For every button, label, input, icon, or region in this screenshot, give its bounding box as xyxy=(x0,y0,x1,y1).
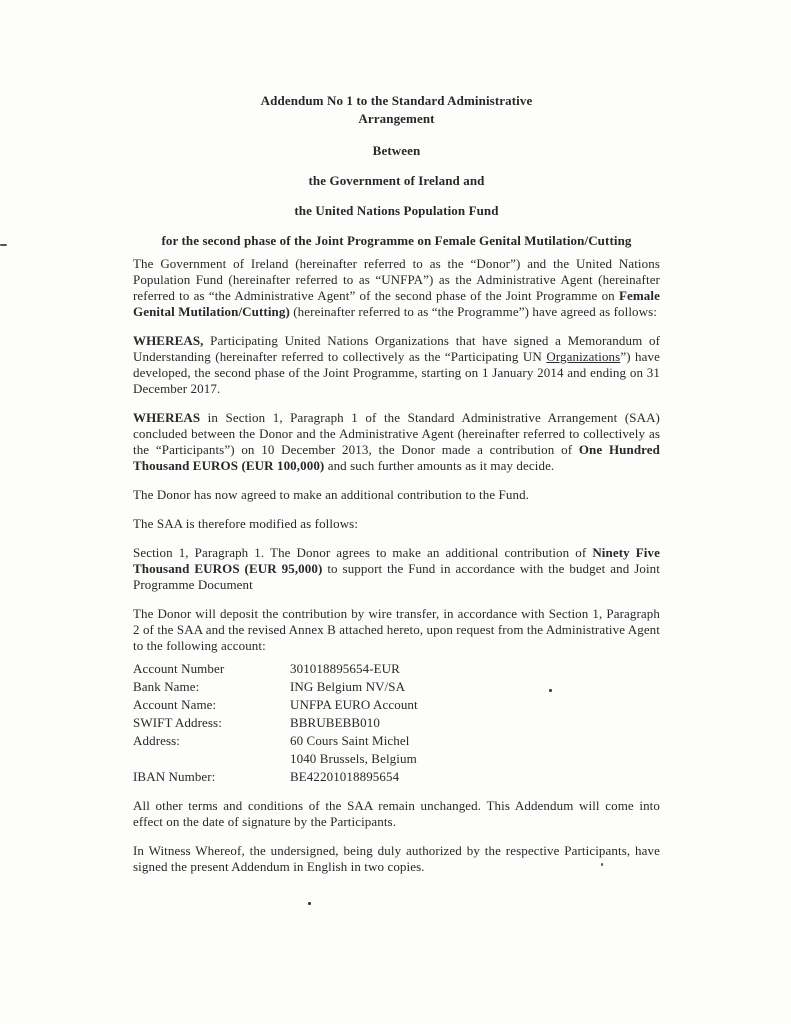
paragraph xyxy=(133,256,660,320)
paragraph-text: Section 1, Paragraph 1. The Donor agrees to make an additional contribution of xyxy=(133,545,593,560)
left-margin-dash xyxy=(0,244,7,246)
paragraph-text: Participating United Nations Organizations that have signed a Memorandum of Understanding (hereinafter referred to collectively as the “Participating UN xyxy=(133,333,660,364)
paragraph-bold-text: Female Genital Mutilation/Cutting) xyxy=(133,288,660,319)
account-detail-label: Bank Name: xyxy=(133,679,200,694)
paragraph-bold-text: One Hundred Thousand EUROS (EUR 100,000) xyxy=(133,442,660,473)
account-detail-label: Account Number xyxy=(133,661,225,676)
paragraph-text: (hereinafter referred to as “the Programme”) have agreed as follows: xyxy=(289,304,658,319)
account-detail-label: Address: xyxy=(133,733,181,748)
paragraph-text: All other terms and conditions of the SAA remain unchanged. This Addendum will come into effect on the date of signature by the Participants. xyxy=(133,798,660,829)
paragraph xyxy=(133,487,660,503)
document-subtitle: the United Nations Population Fund xyxy=(294,203,499,218)
account-detail-label: SWIFT Address: xyxy=(133,715,222,730)
speck-2 xyxy=(308,902,311,905)
document-body xyxy=(133,92,660,888)
paragraph-text: in Section 1, Paragraph 1 of the Standard Administrative Arrangement (SAA) concluded between the Donor and the Administrative Agent (hereinafter referred to collectively as the “Participants”) on 10 December 2013, the Donor made a contribution of xyxy=(133,410,660,457)
paragraph-text: The Donor has now agreed to make an additional contribution to the Fund. xyxy=(133,487,530,502)
paragraph xyxy=(133,516,660,532)
bank-account-details xyxy=(133,660,660,786)
paragraph-bold-text: Ninety Five Thousand EUROS (EUR 95,000) xyxy=(133,545,660,576)
account-detail-value: BBRUBEBB010 xyxy=(290,715,380,730)
paragraph-bold-text: WHEREAS, xyxy=(133,333,204,348)
paragraph-text: The Donor will deposit the contribution by wire transfer, in accordance with Section 1, Paragraph 2 of the SAA and the revised Annex B attached hereto, upon request from the Administrative Agent to the following account: xyxy=(133,606,660,653)
document-subtitle-purpose: for the second phase of the Joint Programme on Female Genital Mutilation/Cutting xyxy=(161,233,632,248)
account-detail-label: Account Name: xyxy=(133,697,217,712)
paragraph-text: The Government of Ireland (hereinafter referred to as the “Donor”) and the United Nations Population Fund (hereinafter referred to as “UNFPA”) as the Administrative Agent (hereinafter referred to as “the Administrative Agent” of the second phase of the Joint Programme on xyxy=(133,256,660,303)
account-detail-value: 60 Cours Saint Michel xyxy=(290,733,410,748)
account-detail-value: 301018895654-EUR xyxy=(290,661,400,676)
paragraph xyxy=(133,333,660,397)
paragraph-text: In Witness Whereof, the undersigned, being duly authorized by the respective Participants, have signed the present Addendum in English in two copies. xyxy=(133,843,660,874)
paragraph xyxy=(133,606,660,654)
account-detail-value: UNFPA EURO Account xyxy=(290,697,418,712)
speck-1 xyxy=(549,689,552,692)
account-detail-row xyxy=(133,750,660,768)
document-subtitle: Between xyxy=(372,143,421,158)
paragraph xyxy=(133,798,660,830)
paragraph-text: ”) have developed, the second phase of the Joint Programme, starting on 1 January 2014 and ending on 31 December 2017. xyxy=(133,349,660,396)
account-detail-row xyxy=(133,678,660,696)
paragraph-text: The SAA is therefore modified as follows: xyxy=(133,516,359,531)
account-detail-label: IBAN Number: xyxy=(133,769,216,784)
paragraph-bold-text: WHEREAS xyxy=(133,410,201,425)
account-detail-row xyxy=(133,768,660,786)
document-subtitle: the Government of Ireland and xyxy=(308,173,485,188)
document-title-line: Arrangement xyxy=(358,111,435,126)
paragraph xyxy=(133,410,660,474)
document-title xyxy=(133,92,660,128)
account-detail-value: BE42201018895654 xyxy=(290,769,400,784)
paragraph xyxy=(133,545,660,593)
document-title-line: Addendum No 1 to the Standard Administrative xyxy=(260,93,533,108)
paragraph-text: to support the Fund in accordance with the budget and Joint Programme Document xyxy=(133,561,660,592)
paragraph xyxy=(133,843,660,875)
account-detail-row xyxy=(133,732,660,750)
paragraph-underlined-text: Organizations xyxy=(546,349,621,364)
account-detail-value: ING Belgium NV/SA xyxy=(290,679,406,694)
account-detail-value: 1040 Brussels, Belgium xyxy=(290,751,417,766)
account-detail-row xyxy=(133,696,660,714)
paragraph-text: and such further amounts as it may decide. xyxy=(324,458,555,473)
speck-3 xyxy=(601,863,603,866)
account-detail-row xyxy=(133,660,660,678)
account-detail-label xyxy=(133,750,290,768)
account-detail-row xyxy=(133,714,660,732)
